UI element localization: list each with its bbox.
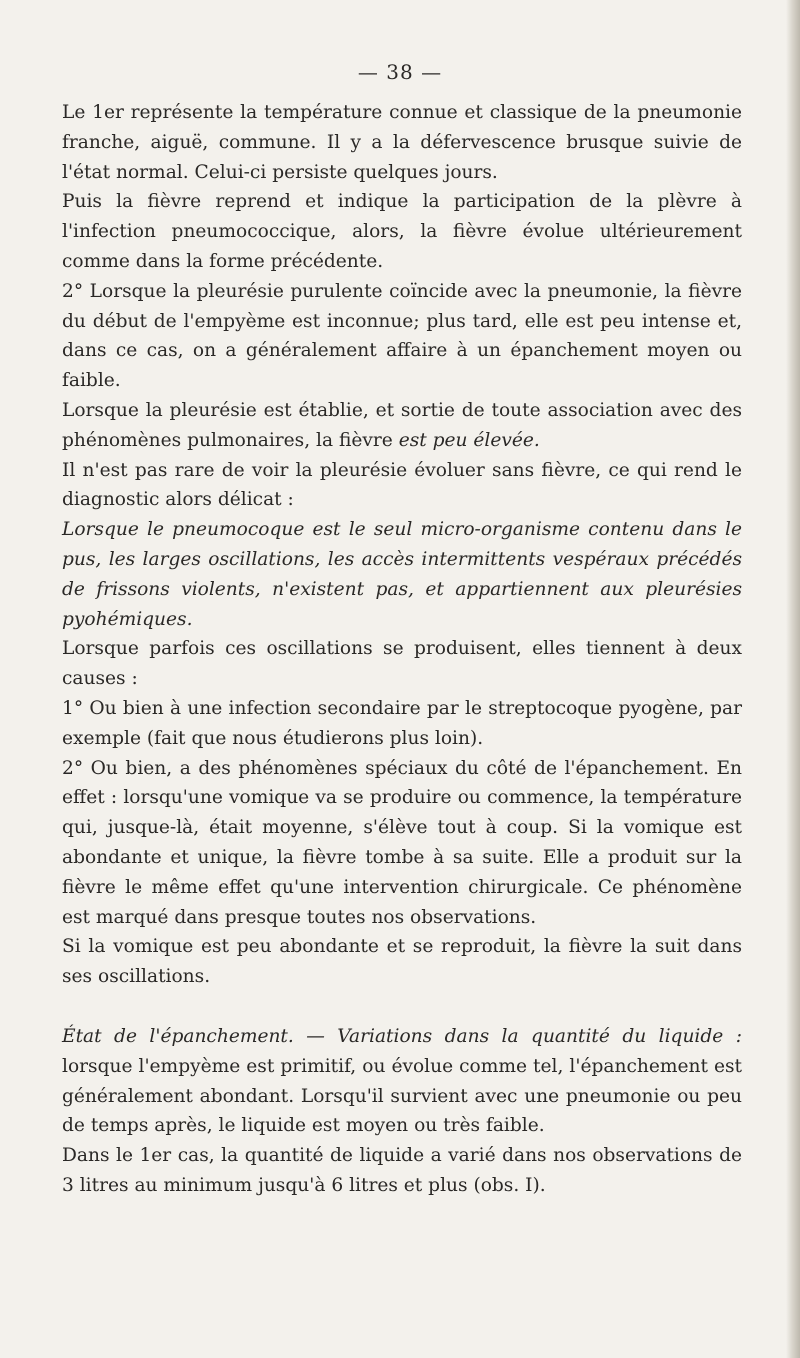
section-text: lorsque l'empyème est primitif, ou évolue comme tel, l'épanchement est généralement abondant. Lorsqu'il survient avec une pneumonie ou peu de temps après, le liquide est moyen ou très faible. xyxy=(62,1055,742,1137)
text-body xyxy=(62,98,742,1201)
paragraph-5: Il n'est pas rare de voir la pleurésie évoluer sans fièvre, ce qui rend le diagnostic alors délicat : xyxy=(62,459,742,511)
paragraph-7: Lorsque parfois ces oscillations se produisent, elles tiennent à deux causes : xyxy=(62,638,742,690)
section-heading: État de l'épanchement. — Variations dans la quantité du liquide : xyxy=(62,1025,742,1047)
paragraph-6-italic: Lorsque le pneumocoque est le seul micro-organisme contenu dans le pus, les larges oscillations, les accès intermittents vespéraux précédés de frissons violents, n'existent pas, et appartiennent aux pleurésies pyohémiques. xyxy=(62,519,742,630)
paragraph-10: Si la vomique est peu abondante et se reproduit, la fièvre la suit dans ses oscillations. xyxy=(62,936,742,988)
paragraph-4 xyxy=(62,396,742,456)
paragraph-2: Puis la fièvre reprend et indique la participation de la plèvre à l'infection pneumococcique, alors, la fièvre évolue ultérieurement comme dans la forme précédente. xyxy=(62,191,742,272)
paragraph-8: 1° Ou bien à une infection secondaire par le streptocoque pyogène, par exemple (fait que nous étudierons plus loin). xyxy=(62,697,742,749)
paragraph-9: 2° Ou bien, a des phénomènes spéciaux du côté de l'épanchement. En effet : lorsqu'une vomique va se produire ou commence, la température qui, jusque-là, était moyenne, s'élève tout à coup. Si la vomique est abondante et unique, la fièvre tombe à sa suite. Elle a produit sur la fièvre le même effet qu'une intervention chirurgicale. Ce phénomène est marqué dans presque toutes nos observations. xyxy=(62,757,742,928)
paragraph-4-text: Lorsque la pleurésie est établie, et sortie de toute association avec des phénomènes pulmonaires, la fièvre xyxy=(62,399,742,451)
paragraph-12: Dans le 1er cas, la quantité de liquide a varié dans nos observations de 3 litres au minimum jusqu'à 6 litres et plus (obs. I). xyxy=(62,1145,742,1196)
page-number: — 38 — xyxy=(357,60,443,84)
section-paragraph xyxy=(62,1022,742,1141)
paragraph-3: 2° Lorsque la pleurésie purulente coïncide avec la pneumonie, la fièvre du début de l'empyème est inconnue; plus tard, elle est peu intense et, dans ce cas, on a généralement affaire à un épanchement moyen ou faible. xyxy=(62,280,742,392)
fever-low-italic: est peu élevée. xyxy=(398,429,540,451)
page-edge-shadow xyxy=(786,0,800,1358)
paragraph-1: Le 1er représente la température connue et classique de la pneumonie franche, aiguë, commune. Il y a la défervescence brusque suivie de l'état normal. Celui-ci persiste quelques jours. xyxy=(62,102,742,183)
